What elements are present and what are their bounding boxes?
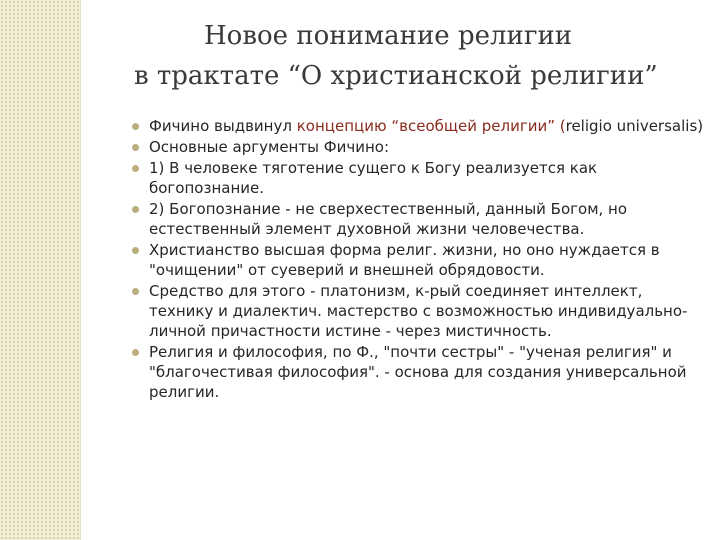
- item-text: Основные аргументы Фичино:: [149, 138, 390, 156]
- list-item: [128, 116, 708, 136]
- bullet-icon: [132, 349, 139, 356]
- bullet-icon: [132, 206, 139, 213]
- item-text: Религия и философия, по Ф., "почти сестры" - "ученая религия" и "благочестивая философия". - основа для создания универсальной религии.: [149, 343, 687, 401]
- item-text-pre: Фичино выдвинул: [149, 117, 297, 135]
- item-text-highlight: концепцию “всеобщей религии” (: [296, 117, 566, 135]
- item-text: 2) Богопознание - не сверхестественный, данный Богом, но естественный элемент духовной жизни человечества.: [149, 200, 628, 238]
- bullet-icon: [132, 144, 139, 151]
- list-item: [128, 342, 708, 402]
- bullet-icon: [132, 165, 139, 172]
- list-item: [128, 281, 708, 341]
- decorative-side-stripe: [0, 0, 81, 540]
- list-item: [128, 158, 708, 198]
- title-line-2: в трактате “О христианской религии”: [134, 61, 658, 91]
- item-text: Средство для этого - платонизм, к-рый соединяет интеллект, технику и диалектич. мастерство с возможностью индивидуально-личной причастности истине - через мистичность.: [149, 282, 688, 340]
- title-line-1: Новое понимание религии: [204, 21, 573, 51]
- item-text-post: religio universalis): [565, 117, 704, 135]
- item-text: Христианство высшая форма религ. жизни, но оно нуждается в "очищении" от суеверий и внешней обрядовости.: [149, 241, 660, 279]
- item-text: 1) В человеке тяготение сущего к Богу реализуется как богопознание.: [149, 159, 598, 197]
- list-item: [128, 240, 708, 280]
- list-item: [128, 199, 708, 239]
- bullet-icon: [132, 288, 139, 295]
- list-item: [128, 137, 708, 157]
- bullet-list: [128, 116, 708, 403]
- slide-title: [120, 16, 680, 96]
- bullet-icon: [132, 247, 139, 254]
- bullet-icon: [132, 123, 139, 130]
